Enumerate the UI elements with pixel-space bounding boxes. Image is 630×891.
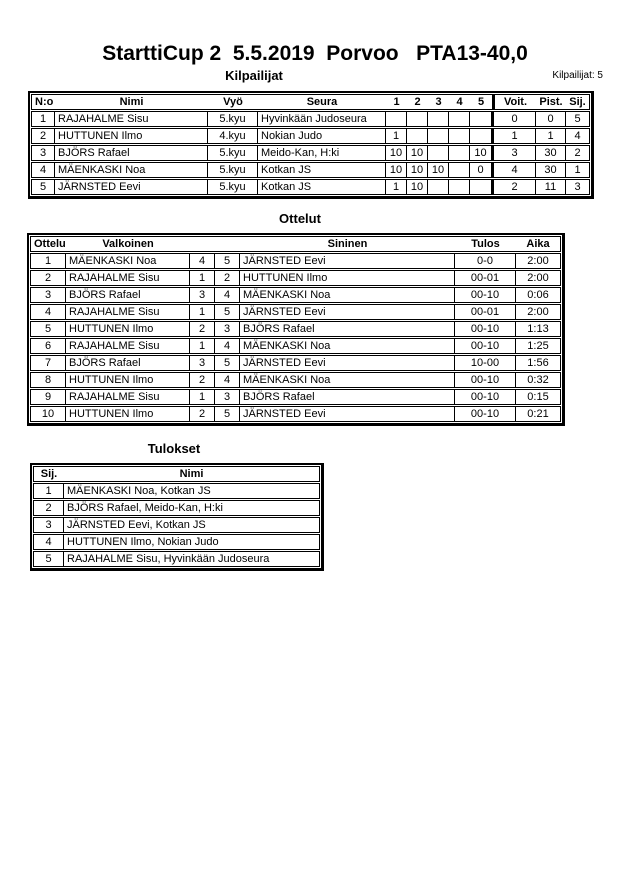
ottelut-grid xyxy=(30,235,561,423)
white-name-cell: HUTTUNEN Ilmo xyxy=(66,406,190,422)
match-number-cell: 10 xyxy=(30,406,66,422)
belt-cell: 5.kyu xyxy=(208,111,258,127)
belt-cell: 5.kyu xyxy=(208,179,258,195)
time-cell: 1:25 xyxy=(516,338,561,354)
match-row xyxy=(30,372,561,388)
result-cell: 00-10 xyxy=(455,338,516,354)
result-cell: 00-01 xyxy=(455,304,516,320)
club-cell: Kotkan JS xyxy=(258,162,386,178)
result-name-cell: MÄENKASKI Noa, Kotkan JS xyxy=(64,483,320,499)
time-cell: 2:00 xyxy=(516,253,561,269)
blue-number-cell: 5 xyxy=(215,253,240,269)
kilpailijat-table xyxy=(28,91,594,199)
column-header-ottelu: Ottelu xyxy=(30,236,66,252)
column-header-5: 5 xyxy=(470,94,492,110)
match-number-cell: 4 xyxy=(30,304,66,320)
score-cell: 10 xyxy=(407,145,428,161)
result-cell: 00-10 xyxy=(455,287,516,303)
white-number-cell: 2 xyxy=(190,406,215,422)
result-name-cell: JÄRNSTED Eevi, Kotkan JS xyxy=(64,517,320,533)
match-row xyxy=(30,338,561,354)
result-cell: 00-10 xyxy=(455,321,516,337)
club-cell: Nokian Judo xyxy=(258,128,386,144)
competitor-name-cell: BJÖRS Rafael xyxy=(55,145,208,161)
column-header-sininen: Sininen xyxy=(240,236,455,252)
blue-name-cell: JÄRNSTED Eevi xyxy=(240,304,455,320)
blue-name-cell: JÄRNSTED Eevi xyxy=(240,355,455,371)
competitor-row xyxy=(31,162,590,178)
score-cell xyxy=(470,128,492,144)
column-header-1: 1 xyxy=(386,94,407,110)
competitor-name-cell: RAJAHALME Sisu xyxy=(55,111,208,127)
column-header-sij: Sij. xyxy=(566,94,590,110)
score-cell: 10 xyxy=(386,145,407,161)
result-cell: 00-10 xyxy=(455,389,516,405)
column-header-tulos: Tulos xyxy=(455,236,516,252)
white-number-cell: 1 xyxy=(190,270,215,286)
white-number-cell: 1 xyxy=(190,304,215,320)
score-cell: 10 xyxy=(470,145,492,161)
result-row xyxy=(33,551,320,567)
blue-name-cell: BJÖRS Rafael xyxy=(240,321,455,337)
placement-cell: 1 xyxy=(566,162,590,178)
score-cell: 10 xyxy=(386,162,407,178)
column-header-3: 3 xyxy=(428,94,449,110)
blue-name-cell: BJÖRS Rafael xyxy=(240,389,455,405)
placement-cell: 4 xyxy=(33,534,64,550)
tulokset-header-row xyxy=(33,466,320,482)
score-cell: 1 xyxy=(386,128,407,144)
belt-cell: 4.kyu xyxy=(208,128,258,144)
ottelut-table xyxy=(27,233,565,426)
wins-cell: 2 xyxy=(492,179,536,195)
blue-number-cell: 3 xyxy=(215,389,240,405)
column-header-aika: Aika xyxy=(516,236,561,252)
match-row xyxy=(30,270,561,286)
result-cell: 00-10 xyxy=(455,406,516,422)
white-name-cell: BJÖRS Rafael xyxy=(66,287,190,303)
score-cell xyxy=(449,145,470,161)
wins-cell: 3 xyxy=(492,145,536,161)
page-title: StarttiCup 2 5.5.2019 Porvoo PTA13-40,0 xyxy=(102,42,528,65)
competitor-name-cell: JÄRNSTED Eevi xyxy=(55,179,208,195)
match-row xyxy=(30,321,561,337)
belt-cell: 5.kyu xyxy=(208,162,258,178)
score-cell xyxy=(449,111,470,127)
placement-cell: 5 xyxy=(33,551,64,567)
blue-name-cell: MÄENKASKI Noa xyxy=(240,287,455,303)
competitor-name-cell: MÄENKASKI Noa xyxy=(55,162,208,178)
blue-number-cell: 2 xyxy=(215,270,240,286)
white-name-cell: HUTTUNEN Ilmo xyxy=(66,372,190,388)
tulokset-heading: Tulokset xyxy=(147,441,201,456)
match-row xyxy=(30,355,561,371)
column-header-vyo: Vyö xyxy=(208,94,258,110)
score-cell xyxy=(428,111,449,127)
time-cell: 0:21 xyxy=(516,406,561,422)
blue-number-cell: 4 xyxy=(215,338,240,354)
result-cell: 00-10 xyxy=(455,372,516,388)
placement-cell: 1 xyxy=(33,483,64,499)
column-header-valkoinen: Valkoinen xyxy=(66,236,190,252)
column-header-2: 2 xyxy=(407,94,428,110)
result-row xyxy=(33,517,320,533)
match-number-cell: 3 xyxy=(30,287,66,303)
time-cell: 0:06 xyxy=(516,287,561,303)
placement-cell: 3 xyxy=(33,517,64,533)
kilpailijat-heading: Kilpailijat xyxy=(225,68,283,83)
points-cell: 30 xyxy=(536,162,566,178)
blue-name-cell: JÄRNSTED Eevi xyxy=(240,406,455,422)
result-name-cell: BJÖRS Rafael, Meido-Kan, H:ki xyxy=(64,500,320,516)
white-name-cell: RAJAHALME Sisu xyxy=(66,338,190,354)
column-header-seura: Seura xyxy=(258,94,386,110)
column-header-spacer xyxy=(190,236,240,252)
white-name-cell: RAJAHALME Sisu xyxy=(66,389,190,405)
blue-number-cell: 5 xyxy=(215,355,240,371)
club-cell: Hyvinkään Judoseura xyxy=(258,111,386,127)
result-cell: 10-00 xyxy=(455,355,516,371)
blue-name-cell: MÄENKASKI Noa xyxy=(240,372,455,388)
competitor-name-cell: HUTTUNEN Ilmo xyxy=(55,128,208,144)
points-cell: 0 xyxy=(536,111,566,127)
white-name-cell: BJÖRS Rafael xyxy=(66,355,190,371)
competitor-row xyxy=(31,128,590,144)
blue-number-cell: 3 xyxy=(215,321,240,337)
result-name-cell: HUTTUNEN Ilmo, Nokian Judo xyxy=(64,534,320,550)
white-name-cell: RAJAHALME Sisu xyxy=(66,304,190,320)
competitor-number-cell: 2 xyxy=(31,128,55,144)
blue-number-cell: 4 xyxy=(215,372,240,388)
column-header-voit: Voit. xyxy=(492,94,536,110)
time-cell: 0:32 xyxy=(516,372,561,388)
match-number-cell: 7 xyxy=(30,355,66,371)
white-number-cell: 3 xyxy=(190,287,215,303)
wins-cell: 0 xyxy=(492,111,536,127)
points-cell: 1 xyxy=(536,128,566,144)
tulokset-grid xyxy=(33,465,320,568)
score-cell xyxy=(428,128,449,144)
tulokset-table xyxy=(30,463,324,571)
blue-number-cell: 4 xyxy=(215,287,240,303)
column-header-4: 4 xyxy=(449,94,470,110)
score-cell: 10 xyxy=(428,162,449,178)
score-cell xyxy=(407,111,428,127)
column-header-pist: Pist. xyxy=(536,94,566,110)
column-header-sij: Sij. xyxy=(33,466,64,482)
white-name-cell: HUTTUNEN Ilmo xyxy=(66,321,190,337)
result-row xyxy=(33,483,320,499)
competitor-row xyxy=(31,179,590,195)
score-cell xyxy=(470,111,492,127)
competitor-row xyxy=(31,145,590,161)
white-name-cell: MÄENKASKI Noa xyxy=(66,253,190,269)
score-cell xyxy=(428,179,449,195)
time-cell: 0:15 xyxy=(516,389,561,405)
competitor-number-cell: 4 xyxy=(31,162,55,178)
match-number-cell: 9 xyxy=(30,389,66,405)
score-cell xyxy=(470,179,492,195)
score-cell xyxy=(407,128,428,144)
time-cell: 1:13 xyxy=(516,321,561,337)
score-cell xyxy=(449,128,470,144)
ottelut-header-row xyxy=(30,236,561,252)
time-cell: 2:00 xyxy=(516,270,561,286)
score-cell xyxy=(386,111,407,127)
competitor-number-cell: 1 xyxy=(31,111,55,127)
blue-number-cell: 5 xyxy=(215,406,240,422)
kilpailijat-grid xyxy=(31,93,590,196)
white-number-cell: 2 xyxy=(190,321,215,337)
competitor-number-cell: 3 xyxy=(31,145,55,161)
belt-cell: 5.kyu xyxy=(208,145,258,161)
competitor-row xyxy=(31,111,590,127)
match-number-cell: 2 xyxy=(30,270,66,286)
wins-cell: 4 xyxy=(492,162,536,178)
column-header-nimi: Nimi xyxy=(64,466,320,482)
match-number-cell: 6 xyxy=(30,338,66,354)
result-cell: 0-0 xyxy=(455,253,516,269)
white-number-cell: 1 xyxy=(190,389,215,405)
white-number-cell: 3 xyxy=(190,355,215,371)
ottelut-heading: Ottelut xyxy=(279,211,321,226)
score-cell xyxy=(449,162,470,178)
result-row xyxy=(33,500,320,516)
score-cell xyxy=(428,145,449,161)
match-row xyxy=(30,253,561,269)
kilpailijat-header-row xyxy=(31,94,590,110)
match-number-cell: 1 xyxy=(30,253,66,269)
match-row xyxy=(30,304,561,320)
white-number-cell: 2 xyxy=(190,372,215,388)
result-cell: 00-01 xyxy=(455,270,516,286)
placement-cell: 4 xyxy=(566,128,590,144)
blue-number-cell: 5 xyxy=(215,304,240,320)
blue-name-cell: HUTTUNEN Ilmo xyxy=(240,270,455,286)
placement-cell: 2 xyxy=(33,500,64,516)
placement-cell: 3 xyxy=(566,179,590,195)
column-header-no: N:o xyxy=(31,94,55,110)
match-number-cell: 8 xyxy=(30,372,66,388)
club-cell: Kotkan JS xyxy=(258,179,386,195)
competitor-number-cell: 5 xyxy=(31,179,55,195)
score-cell: 10 xyxy=(407,179,428,195)
club-cell: Meido-Kan, H:ki xyxy=(258,145,386,161)
result-row xyxy=(33,534,320,550)
white-number-cell: 1 xyxy=(190,338,215,354)
score-cell: 10 xyxy=(407,162,428,178)
score-cell: 1 xyxy=(386,179,407,195)
white-name-cell: RAJAHALME Sisu xyxy=(66,270,190,286)
column-header-nimi: Nimi xyxy=(55,94,208,110)
score-cell xyxy=(449,179,470,195)
placement-cell: 5 xyxy=(566,111,590,127)
competitors-count: Kilpailijat: 5 xyxy=(552,70,603,81)
placement-cell: 2 xyxy=(566,145,590,161)
wins-cell: 1 xyxy=(492,128,536,144)
time-cell: 2:00 xyxy=(516,304,561,320)
match-row xyxy=(30,287,561,303)
points-cell: 11 xyxy=(536,179,566,195)
score-cell: 0 xyxy=(470,162,492,178)
result-name-cell: RAJAHALME Sisu, Hyvinkään Judoseura xyxy=(64,551,320,567)
blue-name-cell: MÄENKASKI Noa xyxy=(240,338,455,354)
white-number-cell: 4 xyxy=(190,253,215,269)
time-cell: 1:56 xyxy=(516,355,561,371)
blue-name-cell: JÄRNSTED Eevi xyxy=(240,253,455,269)
points-cell: 30 xyxy=(536,145,566,161)
match-row xyxy=(30,406,561,422)
match-number-cell: 5 xyxy=(30,321,66,337)
match-row xyxy=(30,389,561,405)
